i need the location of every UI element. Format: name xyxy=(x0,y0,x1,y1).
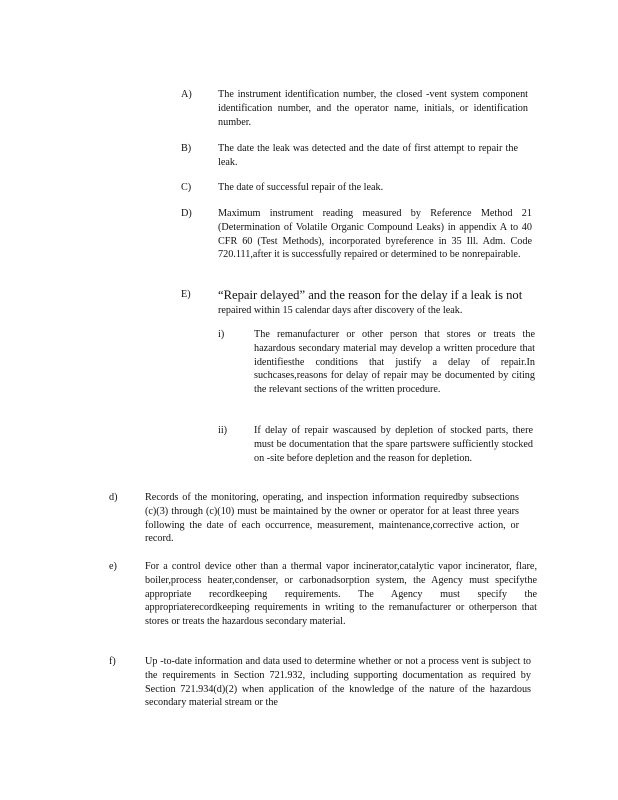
item-text xyxy=(218,288,538,318)
item-text: The remanufacturer or other person that stores or treats the hazardous secondary material may develop a written procedure that identifiesthe conditions that justify a delay of repair.In suchcases,reasons for delay of repair may be documented by citing the relevant sections of the written procedure. xyxy=(254,329,535,396)
item-text: The instrument identification number, the closed -vent system component identification number, and the operator name, initials, or identification number. xyxy=(218,89,528,128)
item-text: The date of successful repair of the leak. xyxy=(218,182,384,193)
item-text: If delay of repair wascaused by depletion of stocked parts, there must be documentation that the spare partswere sufficiently stocked on -site before depletion and the reason for depletion. xyxy=(254,425,533,464)
item-text-lead: “Repair delayed” and the reason for the delay if a leak is not xyxy=(218,288,523,302)
item-label: D) xyxy=(181,208,192,219)
item-label: i) xyxy=(218,329,225,340)
item-label: E) xyxy=(181,289,191,300)
item-text-rest: repaired within 15 calendar days after discovery of the leak. xyxy=(218,305,463,316)
item-label: e) xyxy=(109,561,117,572)
item-text: Maximum instrument reading measured by Reference Method 21 (Determination of Volatile Organic Compound Leaks) in appendix A to 40 CFR 60 (Test Methods), incorporated byreference in 35 Ill. Adm. Code 720.111,after it is successfully repaired or determined to be nonrepairable. xyxy=(218,208,532,261)
item-label: C) xyxy=(181,182,192,193)
item-text: Up -to-date information and data used to determine whether or not a process vent is subject to the requirements in Section 721.932, including supporting documentation as required by Section 721.934(d)(2) when application of the knowledge of the nature of the hazardous secondary material stream or the xyxy=(145,656,531,709)
item-text: The date the leak was detected and the date of first attempt to repair the leak. xyxy=(218,143,518,168)
item-label: d) xyxy=(109,492,118,503)
item-text: For a control device other than a thermal vapor incinerator,catalytic vapor incinerator, flare, boiler,process heater,condenser, or carbonadsorption system, the Agency must specifythe appropriate recordkeeping requirements. The Agency must specify the appropriaterecordkeeping requirements in writing to the remanufacturer or otherperson that stores or treats the hazardous secondary material. xyxy=(145,561,537,628)
item-label: B) xyxy=(181,143,192,154)
item-label: ii) xyxy=(218,425,228,436)
item-label: f) xyxy=(109,656,116,667)
item-label: A) xyxy=(181,89,192,100)
item-text: Records of the monitoring, operating, and inspection information requiredby subsections (c)(3) through (c)(10) must be maintained by the owner or operator for at least three years following the date of each occurrence, measurement, maintenance,corrective action, or record. xyxy=(145,492,519,545)
